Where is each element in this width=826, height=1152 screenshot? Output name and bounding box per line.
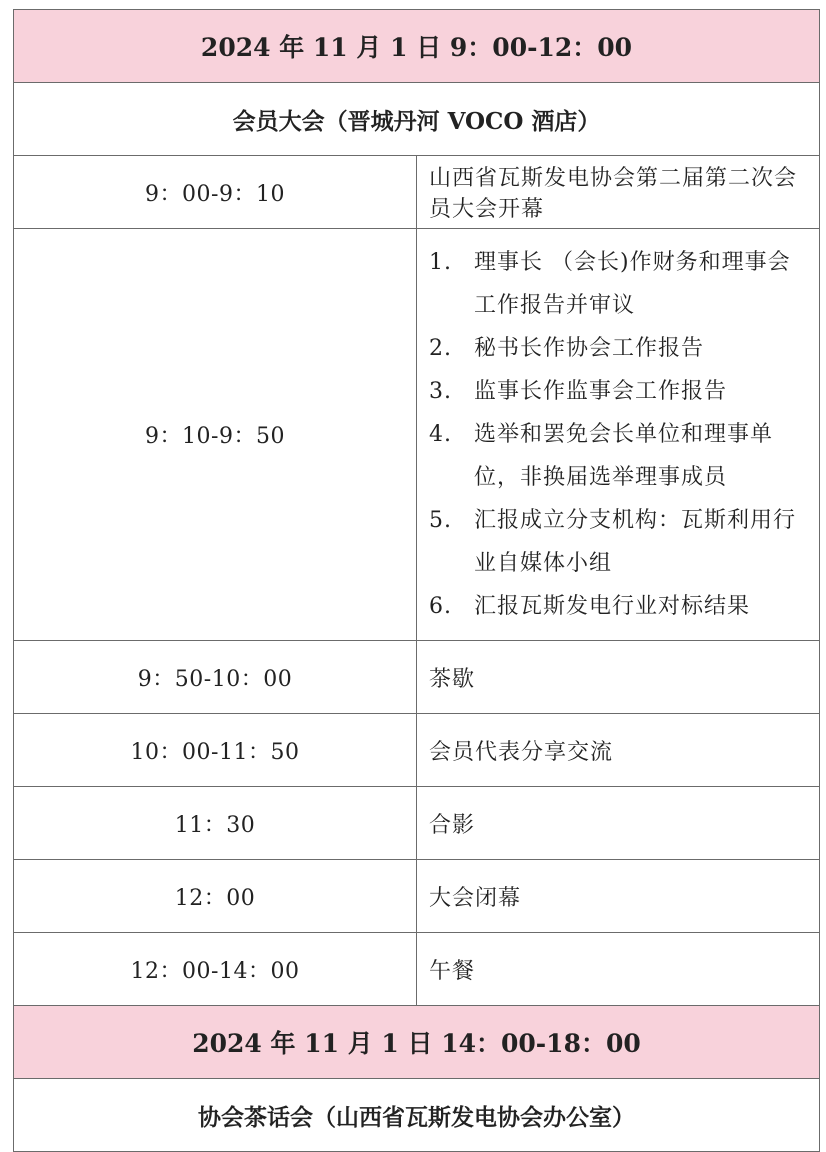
session-header-row	[14, 1006, 820, 1079]
list-item-number: 1.	[429, 250, 452, 275]
list-item	[429, 327, 809, 370]
schedule-time: 9：50-10：00	[14, 641, 417, 714]
list-item-number: 2.	[429, 336, 452, 361]
schedule-time: 10：00-11：50	[14, 714, 417, 787]
list-item	[429, 370, 809, 413]
schedule-row	[14, 787, 820, 860]
list-item-number: 4.	[429, 422, 452, 447]
session1-venue: 会员大会（晋城丹河 VOCO 酒店）	[14, 83, 820, 156]
schedule-item: 山西省瓦斯发电协会第二届第二次会员大会开幕	[417, 156, 820, 229]
schedule-item: 午餐	[417, 933, 820, 1006]
list-item-text: 理事长 （会长)作财务和理事会工作报告并审议	[474, 250, 791, 318]
schedule-time: 9：10-9：50	[14, 229, 417, 641]
agenda-table	[13, 9, 820, 1152]
session-venue-row	[14, 1079, 820, 1152]
list-item	[429, 241, 809, 327]
session-venue-row	[14, 83, 820, 156]
schedule-row	[14, 933, 820, 1006]
schedule-time: 12：00	[14, 860, 417, 933]
list-item	[429, 499, 809, 585]
schedule-row-agenda	[14, 229, 820, 641]
schedule-row	[14, 714, 820, 787]
schedule-row	[14, 641, 820, 714]
schedule-item: 会员代表分享交流	[417, 714, 820, 787]
list-item-number: 3.	[429, 379, 452, 404]
session2-datetime: 2024 年 11 月 1 日 14：00-18：00	[14, 1006, 820, 1079]
schedule-time: 12：00-14：00	[14, 933, 417, 1006]
agenda-list	[417, 229, 819, 640]
session2-venue: 协会茶话会（山西省瓦斯发电协会办公室）	[14, 1079, 820, 1152]
schedule-time: 11：30	[14, 787, 417, 860]
agenda-list-cell	[417, 229, 820, 641]
session-header-row	[14, 10, 820, 83]
list-item-text: 汇报瓦斯发电行业对标结果	[474, 594, 751, 619]
schedule-row	[14, 156, 820, 229]
list-item-number: 6.	[429, 594, 452, 619]
schedule-time: 9：00-9：10	[14, 156, 417, 229]
list-item	[429, 413, 809, 499]
list-item-number: 5.	[429, 508, 452, 533]
session1-datetime: 2024 年 11 月 1 日 9：00-12：00	[14, 10, 820, 83]
schedule-item: 茶歇	[417, 641, 820, 714]
schedule-row	[14, 860, 820, 933]
list-item-text: 监事长作监事会工作报告	[474, 379, 728, 404]
schedule-item: 大会闭幕	[417, 860, 820, 933]
schedule-item: 合影	[417, 787, 820, 860]
list-item-text: 汇报成立分支机构：瓦斯利用行业自媒体小组	[474, 508, 797, 576]
list-item	[429, 585, 809, 628]
list-item-text: 秘书长作协会工作报告	[474, 336, 705, 361]
list-item-text: 选举和罢免会长单位和理事单位，非换届选举理事成员	[474, 422, 774, 490]
